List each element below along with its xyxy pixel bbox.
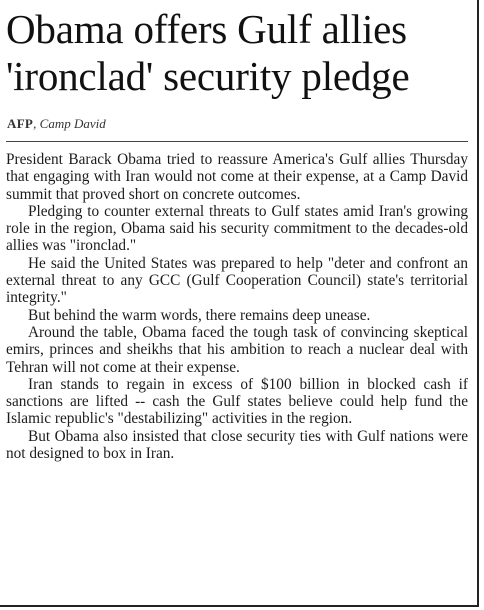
byline-separator: , [33, 116, 40, 131]
byline-dateline: Camp David [39, 116, 106, 131]
byline-divider [6, 141, 468, 142]
paragraph: President Barack Obama tried to reassure America's Gulf allies Thursday that engaging with Iran would not come at their expense, at a Camp David summit that proved short on concrete outcomes. [6, 151, 468, 203]
paragraph: But behind the warm words, there remains deep unease. [28, 306, 371, 324]
paragraph: Around the table, Obama faced the tough task of convincing skeptical emirs, princes and sheikhs that his ambition to reach a nuclear deal with Tehran will not come at their expense. [6, 323, 468, 376]
byline [7, 116, 106, 132]
byline-agency: AFP [7, 116, 34, 131]
paragraph: Pledging to counter external threats to Gulf states amid Iran's growing role in the region, Obama said his security commitment to the decades-old allies was "ironclad." [6, 202, 468, 255]
paragraph: Iran stands to regain in excess of $100 billion in blocked cash if sanctions are lifted -- cash the Gulf states believe could help fund the Islamic republic's "destabilizing" activities in the region. [6, 375, 468, 428]
paragraph: He said the United States was prepared to help "deter and confront an external threat to any GCC (Gulf Cooperation Council) state's territorial integrity." [6, 254, 468, 307]
article-body [6, 151, 468, 462]
headline-line-2: 'ironclad' security pledge [6, 53, 410, 99]
paragraph: But Obama also insisted that close security ties with Gulf nations were not designed to box in Iran. [6, 427, 468, 463]
headline [6, 6, 472, 100]
headline-line-1: Obama offers Gulf allies [6, 6, 407, 52]
